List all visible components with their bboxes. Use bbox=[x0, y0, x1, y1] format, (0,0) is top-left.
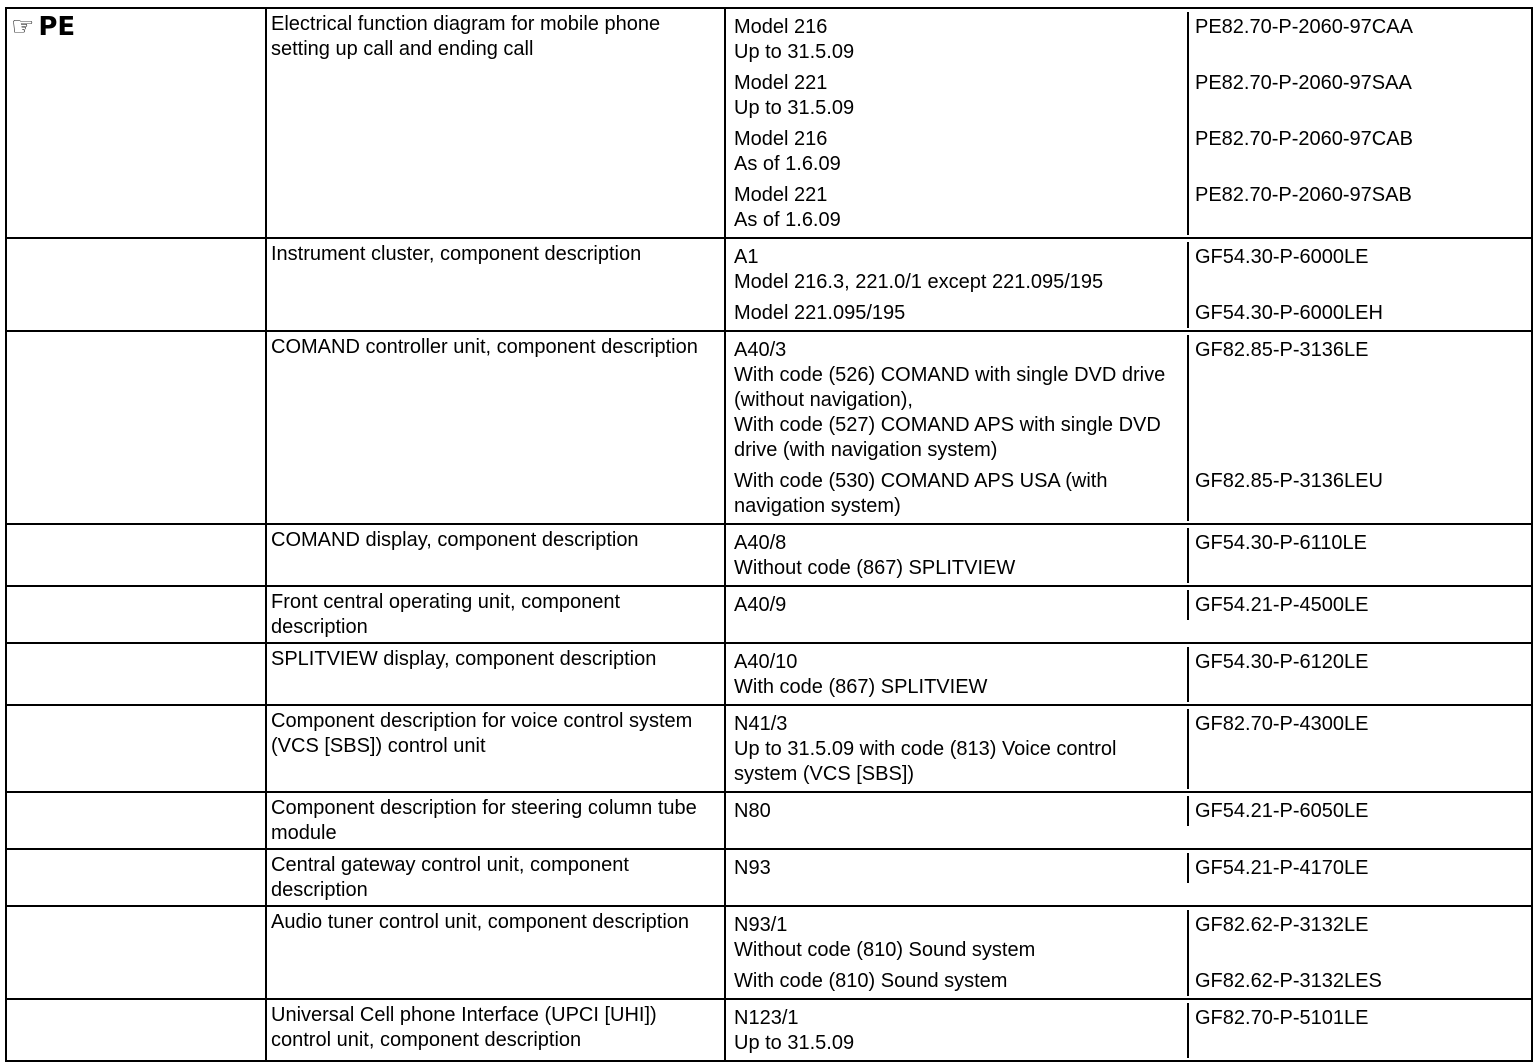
condition-entry bbox=[734, 593, 1183, 618]
table-row bbox=[6, 238, 1532, 331]
document-reference[interactable]: GF54.30-P-6000LE bbox=[1195, 246, 1369, 268]
condition-line: Model 221 bbox=[734, 184, 828, 206]
condition-line: N41/3 bbox=[734, 713, 788, 735]
entries-cell bbox=[725, 849, 1532, 906]
documents-column bbox=[1189, 590, 1536, 620]
table-row bbox=[6, 331, 1532, 524]
pe-badge bbox=[11, 12, 261, 42]
badge-cell bbox=[6, 792, 266, 849]
documents-column bbox=[1189, 853, 1536, 883]
condition-line: Model 216 bbox=[734, 128, 828, 150]
condition-line: With code (526) COMAND with single DVD drive (without navigation), bbox=[734, 364, 1166, 411]
conditions-column bbox=[730, 1003, 1189, 1058]
condition-line: With code (527) COMAND APS with single DVD drive (with navigation system) bbox=[734, 414, 1161, 461]
reference-table bbox=[5, 7, 1533, 1062]
condition-entry bbox=[734, 15, 1183, 65]
table-row bbox=[6, 524, 1532, 586]
conditions-column bbox=[730, 528, 1189, 583]
condition-entry bbox=[734, 650, 1183, 700]
condition-line: Model 221 bbox=[734, 72, 828, 94]
badge-cell bbox=[6, 906, 266, 999]
condition-entry bbox=[734, 712, 1183, 787]
badge-cell bbox=[6, 643, 266, 705]
condition-entry bbox=[734, 183, 1183, 233]
document-reference[interactable]: GF82.85-P-3136LE bbox=[1195, 339, 1369, 361]
documents-column bbox=[1189, 796, 1536, 826]
table-row bbox=[6, 999, 1532, 1061]
document-reference[interactable]: GF82.85-P-3136LEU bbox=[1195, 470, 1383, 492]
condition-line: With code (810) Sound system bbox=[734, 970, 1008, 992]
condition-entry bbox=[734, 338, 1183, 463]
badge-label: PE bbox=[38, 12, 76, 42]
document-reference[interactable]: GF54.30-P-6120LE bbox=[1195, 651, 1369, 673]
condition-entry bbox=[734, 799, 1183, 824]
entries-grid bbox=[730, 335, 1527, 521]
row-title: Central gateway control unit, component description bbox=[266, 849, 725, 906]
condition-line: Up to 31.5.09 bbox=[734, 41, 855, 63]
documents-column bbox=[1189, 335, 1536, 521]
condition-line: As of 1.6.09 bbox=[734, 153, 841, 175]
condition-line: Model 216.3, 221.0/1 except 221.095/195 bbox=[734, 271, 1104, 293]
badge-cell bbox=[6, 586, 266, 643]
table-row bbox=[6, 586, 1532, 643]
condition-entry bbox=[734, 1006, 1183, 1056]
entries-grid bbox=[730, 528, 1527, 583]
document-reference[interactable]: GF54.21-P-4170LE bbox=[1195, 857, 1369, 879]
documents-column bbox=[1189, 709, 1536, 789]
documents-column bbox=[1189, 647, 1536, 702]
entries-cell bbox=[725, 643, 1532, 705]
table-row bbox=[6, 906, 1532, 999]
table-row bbox=[6, 792, 1532, 849]
conditions-column bbox=[730, 910, 1189, 996]
conditions-column bbox=[730, 853, 1189, 883]
condition-line: Up to 31.5.09 with code (813) Voice control system (VCS [SBS]) bbox=[734, 738, 1117, 785]
condition-line: A40/8 bbox=[734, 532, 787, 554]
entries-cell bbox=[725, 999, 1532, 1061]
document-reference[interactable]: GF54.21-P-4500LE bbox=[1195, 594, 1369, 616]
table-row bbox=[6, 643, 1532, 705]
entries-grid bbox=[730, 910, 1527, 996]
condition-entry bbox=[734, 969, 1183, 994]
conditions-column bbox=[730, 709, 1189, 789]
badge-cell bbox=[6, 849, 266, 906]
row-title: Component description for steering column tube module bbox=[266, 792, 725, 849]
entries-cell bbox=[725, 705, 1532, 792]
table-row bbox=[6, 8, 1532, 238]
condition-entry bbox=[734, 245, 1183, 295]
condition-line: A40/3 bbox=[734, 339, 787, 361]
condition-line: Model 221.095/195 bbox=[734, 302, 906, 324]
row-title: Front central operating unit, component description bbox=[266, 586, 725, 643]
condition-line: Without code (867) SPLITVIEW bbox=[734, 557, 1016, 579]
document-reference[interactable]: GF82.70-P-4300LE bbox=[1195, 713, 1369, 735]
document-reference[interactable]: PE82.70-P-2060-97SAB bbox=[1195, 184, 1412, 206]
table-row bbox=[6, 849, 1532, 906]
condition-line: With code (867) SPLITVIEW bbox=[734, 676, 988, 698]
conditions-column bbox=[730, 796, 1189, 826]
documents-column bbox=[1189, 528, 1536, 583]
reference-document bbox=[5, 7, 1531, 1062]
entries-cell bbox=[725, 524, 1532, 586]
document-reference[interactable]: GF54.21-P-6050LE bbox=[1195, 800, 1369, 822]
documents-column bbox=[1189, 242, 1536, 328]
documents-column bbox=[1189, 12, 1536, 235]
entries-cell bbox=[725, 906, 1532, 999]
condition-line: N93 bbox=[734, 857, 771, 879]
entries-cell bbox=[725, 331, 1532, 524]
condition-line: As of 1.6.09 bbox=[734, 209, 841, 231]
row-title: COMAND controller unit, component description bbox=[266, 331, 725, 524]
conditions-column bbox=[730, 590, 1189, 620]
document-reference[interactable]: PE82.70-P-2060-97SAA bbox=[1195, 72, 1412, 94]
entries-grid bbox=[730, 709, 1527, 789]
row-title: Instrument cluster, component description bbox=[266, 238, 725, 331]
document-reference[interactable]: PE82.70-P-2060-97CAA bbox=[1195, 16, 1413, 38]
condition-line: Without code (810) Sound system bbox=[734, 939, 1036, 961]
row-title: Universal Cell phone Interface (UPCI [UHI]) control unit, component description bbox=[266, 999, 725, 1061]
condition-entry bbox=[734, 127, 1183, 177]
badge-cell bbox=[6, 999, 266, 1061]
condition-line: Up to 31.5.09 bbox=[734, 97, 855, 119]
badge-cell bbox=[6, 524, 266, 586]
entries-grid bbox=[730, 12, 1527, 235]
condition-line: A40/9 bbox=[734, 594, 787, 616]
condition-line: N123/1 bbox=[734, 1007, 799, 1029]
conditions-column bbox=[730, 12, 1189, 235]
document-reference[interactable]: GF82.62-P-3132LE bbox=[1195, 914, 1369, 936]
conditions-column bbox=[730, 242, 1189, 328]
document-reference[interactable]: GF82.70-P-5101LE bbox=[1195, 1007, 1369, 1029]
pointing-hand-icon: ☞ bbox=[11, 12, 35, 42]
condition-line: With code (530) COMAND APS USA (with navigation system) bbox=[734, 470, 1108, 517]
condition-entry bbox=[734, 301, 1183, 326]
row-title: SPLITVIEW display, component description bbox=[266, 643, 725, 705]
condition-line: A40/10 bbox=[734, 651, 798, 673]
entries-grid bbox=[730, 1003, 1527, 1058]
condition-line: N80 bbox=[734, 800, 771, 822]
condition-line: Model 216 bbox=[734, 16, 828, 38]
documents-column bbox=[1189, 910, 1536, 996]
entries-grid bbox=[730, 853, 1527, 883]
badge-cell bbox=[6, 331, 266, 524]
entries-grid bbox=[730, 796, 1527, 826]
condition-entry bbox=[734, 531, 1183, 581]
documents-column bbox=[1189, 1003, 1536, 1058]
condition-entry bbox=[734, 469, 1183, 519]
row-title: Audio tuner control unit, component description bbox=[266, 906, 725, 999]
condition-line: A1 bbox=[734, 246, 759, 268]
condition-entry bbox=[734, 856, 1183, 881]
entries-cell bbox=[725, 238, 1532, 331]
conditions-column bbox=[730, 335, 1189, 521]
badge-cell bbox=[6, 238, 266, 331]
document-reference[interactable]: GF54.30-P-6110LE bbox=[1195, 532, 1367, 554]
badge-cell bbox=[6, 8, 266, 238]
entries-cell bbox=[725, 8, 1532, 238]
document-reference[interactable]: GF82.62-P-3132LES bbox=[1195, 970, 1382, 992]
entries-grid bbox=[730, 242, 1527, 328]
document-reference[interactable]: PE82.70-P-2060-97CAB bbox=[1195, 128, 1413, 150]
table-row bbox=[6, 705, 1532, 792]
document-reference[interactable]: GF54.30-P-6000LEH bbox=[1195, 302, 1383, 324]
entries-grid bbox=[730, 590, 1527, 620]
entries-cell bbox=[725, 586, 1532, 643]
condition-entry bbox=[734, 913, 1183, 963]
row-title: COMAND display, component description bbox=[266, 524, 725, 586]
condition-line: N93/1 bbox=[734, 914, 788, 936]
row-title: Electrical function diagram for mobile phone setting up call and ending call bbox=[266, 8, 725, 238]
badge-cell bbox=[6, 705, 266, 792]
entries-grid bbox=[730, 647, 1527, 702]
row-title: Component description for voice control system (VCS [SBS]) control unit bbox=[266, 705, 725, 792]
condition-line: Up to 31.5.09 bbox=[734, 1032, 855, 1054]
conditions-column bbox=[730, 647, 1189, 702]
condition-entry bbox=[734, 71, 1183, 121]
entries-cell bbox=[725, 792, 1532, 849]
